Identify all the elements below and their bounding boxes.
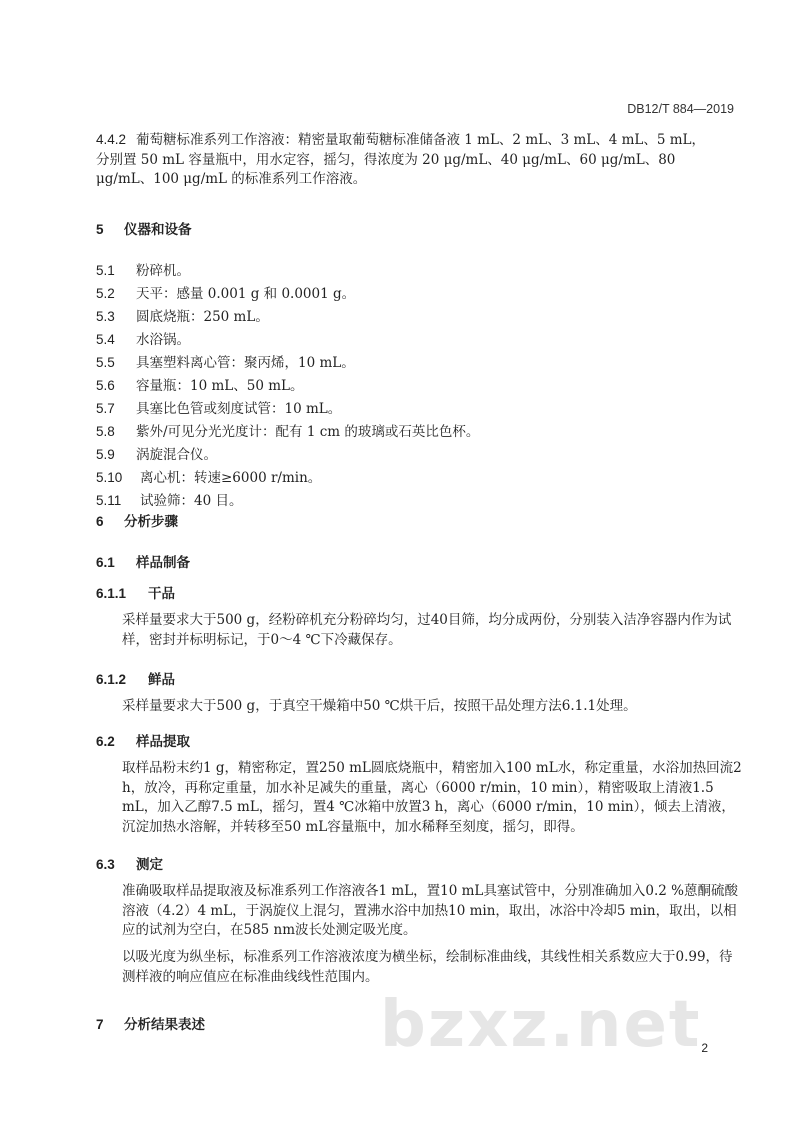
item-text: 具塞塑料离心管：聚丙烯，10 mL。 [136, 355, 355, 371]
item-text: 涡旋混合仪。 [136, 447, 217, 463]
item-number: 5.11 [96, 493, 122, 508]
section-number: 5 [96, 222, 104, 237]
paragraph: 采样量要求大于500 g，经粉碎机充分粉碎均匀，过40目筛，均分成两份，分别装入洁净容器内作为试样，密封并标明标记，于0～4 ℃下冷藏保存。 [122, 612, 732, 648]
item-number: 5.3 [96, 309, 115, 324]
list-item [96, 374, 303, 394]
paragraph: 采样量要求大于500 g，于真空干燥箱中50 ℃烘干后，按照干品处理方法6.1.1处理。 [122, 698, 637, 714]
item-number: 5.5 [96, 355, 115, 370]
list-item [96, 420, 479, 440]
section-title: 分析结果表述 [124, 1017, 205, 1033]
item-number: 5.4 [96, 332, 115, 347]
list-item [96, 466, 321, 486]
list-item [96, 328, 190, 348]
item-number: 5.1 [96, 263, 115, 278]
paragraph: 取样品粉末约1 g，精密称定，置250 mL圆底烧瓶中，精密加入100 mL水，称定重量，水浴加热回流2 h，放冷，再称定重量，加水补足减失的重量，离心（6000 r/min，10 min），精密吸取上清液1.5 mL，加入乙醇7.5 mL，摇匀，置4 ℃冰箱中放置3 h，离心（6000 r/min，10 min），倾去上清液，沉淀加热水溶解，并转移至50 mL容量瓶中，加水稀释至刻度，摇匀，即得。 [122, 760, 742, 835]
item-number: 5.8 [96, 424, 115, 439]
standard-code: DB12/T 884—2019 [627, 102, 734, 116]
section-7-heading [96, 1013, 205, 1033]
paragraph-text: 葡萄糖标准系列工作溶液：精密量取葡萄糖标准储备液 1 mL、2 mL、3 mL、4 mL、5 mL，分别置 50 mL 容量瓶中，用水定容，摇匀，得浓度为 20 μg/mL、40 μg/mL、60 μg/mL、80 μg/mL、100 μg/mL 的标准系列工作溶液。 [96, 132, 706, 188]
section-4-4-2 [96, 130, 716, 190]
list-item [96, 397, 341, 417]
section-5-heading [96, 218, 192, 238]
section-6-1-2-heading [96, 668, 175, 688]
section-number: 6.3 [96, 857, 115, 872]
item-text: 离心机：转速≥6000 r/min。 [140, 470, 322, 486]
section-number: 4.4.2 [96, 132, 127, 147]
section-title: 干品 [148, 586, 175, 602]
section-number: 7 [96, 1017, 104, 1032]
item-text: 粉碎机。 [136, 263, 190, 279]
section-title: 样品提取 [136, 734, 190, 750]
paragraph: 以吸光度为纵坐标，标准系列工作溶液浓度为横坐标，绘制标准曲线，其线性相关系数应大于0.99，待测样液的响应值应在标准曲线线性范围内。 [122, 949, 733, 985]
section-6-1-heading [96, 551, 190, 571]
list-item [96, 305, 269, 325]
page-number: 2 [701, 1041, 708, 1055]
item-number: 5.7 [96, 401, 115, 416]
item-text: 水浴锅。 [136, 332, 190, 348]
section-number: 6.1.2 [96, 672, 127, 687]
item-text: 圆底烧瓶：250 mL。 [136, 309, 269, 325]
section-6-1-1-heading [96, 582, 175, 602]
section-title: 样品制备 [136, 555, 190, 571]
watermark: bzxz.net [380, 988, 702, 1062]
list-item [96, 259, 190, 279]
item-text: 紫外/可见分光光度计：配有 1 cm 的玻璃或石英比色杯。 [136, 424, 480, 440]
paragraph: 准确吸取样品提取液及标准系列工作溶液各1 mL，置10 mL具塞试管中，分别准确加入0.2 %蒽酮硫酸溶液（4.2）4 mL，于涡旋仪上混匀，置沸水浴中加热10 min，取出，冰浴中冷却5 min，取出，以相应的试剂为空白，在585 nm波长处测定吸光度。 [122, 883, 738, 939]
section-number: 6.1 [96, 555, 115, 570]
item-number: 5.10 [96, 470, 123, 485]
section-number: 6 [96, 514, 104, 529]
list-item [96, 282, 355, 302]
section-number: 6.1.1 [96, 586, 127, 601]
list-item [96, 489, 242, 509]
section-6-2-heading [96, 730, 190, 750]
section-title: 仪器和设备 [124, 222, 192, 238]
list-item [96, 443, 217, 463]
item-number: 5.6 [96, 378, 115, 393]
section-title: 测定 [136, 857, 163, 873]
item-text: 容量瓶：10 mL、50 mL。 [136, 378, 304, 394]
item-text: 试验筛：40 目。 [140, 493, 243, 509]
section-title: 分析步骤 [124, 514, 178, 530]
section-6-3-heading [96, 853, 163, 873]
section-number: 6.2 [96, 734, 115, 749]
item-text: 天平：感量 0.001 g 和 0.0001 g。 [136, 286, 356, 302]
item-number: 5.9 [96, 447, 115, 462]
section-6-heading [96, 510, 178, 530]
item-text: 具塞比色管或刻度试管：10 mL。 [136, 401, 342, 417]
item-number: 5.2 [96, 286, 115, 301]
list-item [96, 351, 355, 371]
section-title: 鲜品 [148, 672, 175, 688]
